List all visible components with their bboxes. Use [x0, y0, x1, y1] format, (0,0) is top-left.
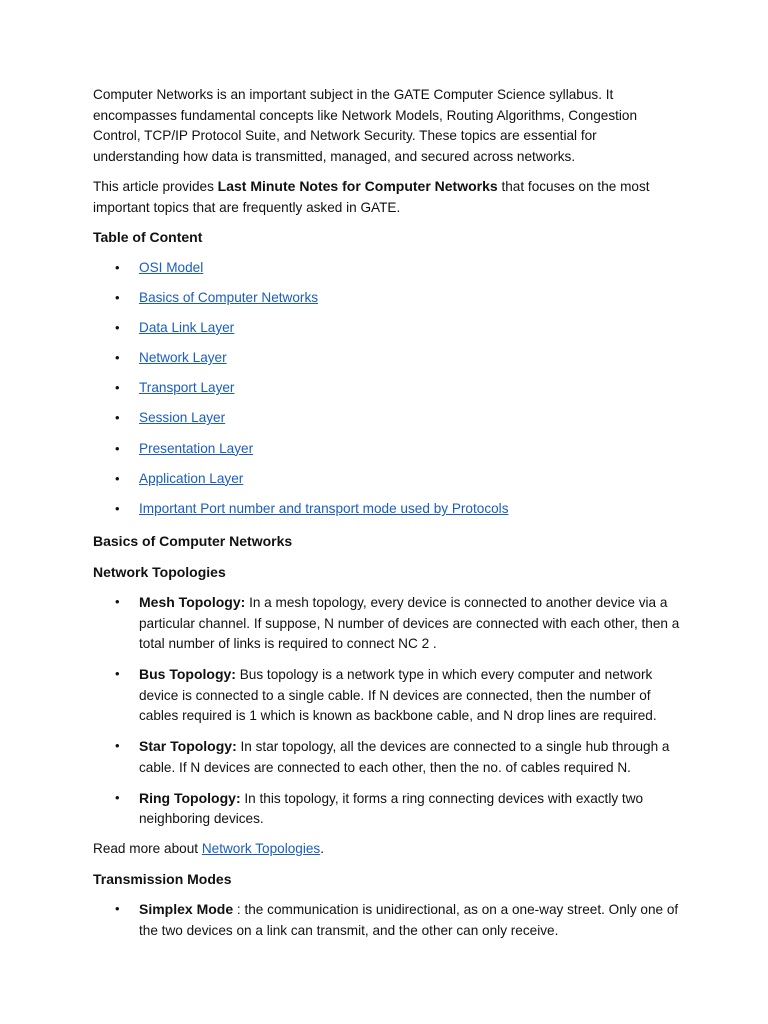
toc-link-session-layer[interactable]: Session Layer	[139, 410, 226, 426]
toc-heading: Table of Content	[93, 229, 203, 245]
toc-link-presentation-layer[interactable]: Presentation Layer	[139, 440, 254, 456]
toc-item	[93, 258, 683, 288]
desc-mesh: In a mesh topology, every device is connected to another device via a particular channel. If suppose, N number of devices are connected with each other, then a total number of links is required to connect NC 2 .	[139, 595, 680, 652]
toc-link-transport-layer[interactable]: Transport Layer	[139, 380, 235, 396]
toc-link-network-layer[interactable]: Network Layer	[139, 350, 227, 366]
term-star: Star Topology:	[139, 738, 237, 755]
bullet-icon: •	[115, 440, 120, 456]
toc-item	[93, 348, 683, 378]
bullet-icon: •	[115, 470, 120, 486]
term-simplex: Simplex Mode	[139, 901, 234, 918]
bullet-icon: •	[115, 789, 120, 805]
bullet-icon: •	[115, 380, 120, 396]
toc-list	[93, 258, 683, 530]
toc-item	[93, 499, 683, 529]
list-item-simplex	[93, 899, 683, 941]
bullet-icon: •	[115, 501, 120, 516]
list-item-bus	[93, 664, 683, 727]
read-more-suffix: .	[320, 841, 324, 857]
bullet-icon: •	[115, 259, 120, 275]
bullet-icon: •	[115, 410, 120, 426]
summary-bold-title: Last Minute Notes for Computer Networks	[217, 178, 498, 194]
toc-item	[93, 318, 683, 348]
desc-star: In star topology, all the devices are connected to a single hub through a cable. If N devices are connected to each other, then the no. of cables required N.	[139, 739, 670, 775]
toc-item	[93, 378, 683, 408]
intro-summary	[93, 176, 683, 218]
read-more-prefix: Read more about	[93, 841, 202, 857]
list-item-star	[93, 736, 683, 778]
term-ring: Ring Topology:	[139, 789, 241, 806]
section-heading-topologies: Network Topologies	[93, 563, 226, 580]
modes-list	[93, 899, 683, 941]
toc-item	[93, 408, 683, 438]
bullet-icon: •	[115, 350, 120, 366]
desc-simplex: : the communication is unidirectional, as on a one-way street. Only one of the two devices on a link can transmit, and the other can only receive.	[139, 902, 679, 938]
toc-link-application-layer[interactable]: Application Layer	[139, 470, 244, 486]
term-bus: Bus Topology:	[139, 666, 236, 683]
list-item-mesh	[93, 592, 683, 655]
bullet-icon: •	[115, 289, 120, 305]
bullet-icon: •	[115, 738, 120, 754]
document-page	[93, 85, 683, 951]
topology-list	[93, 592, 683, 830]
section-heading-transmission-modes: Transmission Modes	[93, 870, 232, 887]
bullet-icon: •	[115, 319, 120, 335]
term-mesh: Mesh Topology:	[139, 594, 246, 611]
toc-link-data-link-layer[interactable]: Data Link Layer	[139, 319, 235, 335]
toc-item	[93, 469, 683, 499]
toc-link-port-numbers[interactable]: Important Port number and transport mode used by Protocols	[139, 501, 509, 516]
summary-suffix: that focuses on the most important topics that are frequently asked in GATE.	[93, 179, 650, 215]
intro-paragraph: Computer Networks is an important subject in the GATE Computer Science syllabus. It encompasses fundamental concepts like Network Models, Routing Algorithms, Congestion Control, TCP/IP Protocol Suite, and Network Security. These topics are essential for understanding how data is transmitted, managed, and secured across networks.	[93, 87, 638, 164]
toc-link-basics[interactable]: Basics of Computer Networks	[139, 289, 319, 305]
network-topologies-link[interactable]: Network Topologies	[201, 841, 321, 857]
toc-link-osi-model[interactable]: OSI Model	[139, 259, 204, 275]
summary-prefix: This article provides	[93, 179, 218, 194]
bullet-icon: •	[115, 666, 120, 682]
section-heading-basics: Basics of Computer Networks	[93, 533, 293, 550]
toc-item	[93, 288, 683, 318]
bullet-icon: •	[115, 901, 120, 917]
toc-item	[93, 439, 683, 469]
read-more-line	[93, 839, 683, 860]
list-item-ring	[93, 788, 683, 830]
desc-bus: Bus topology is a network type in which every computer and network device is connected to a single cable. If N devices are connected, then the number of cables required is 1 which is known as backbone cable, and N drop lines are required.	[139, 667, 657, 724]
desc-ring: In this topology, it forms a ring connecting devices with exactly two neighboring devices.	[139, 790, 644, 827]
bullet-icon: •	[115, 594, 120, 610]
